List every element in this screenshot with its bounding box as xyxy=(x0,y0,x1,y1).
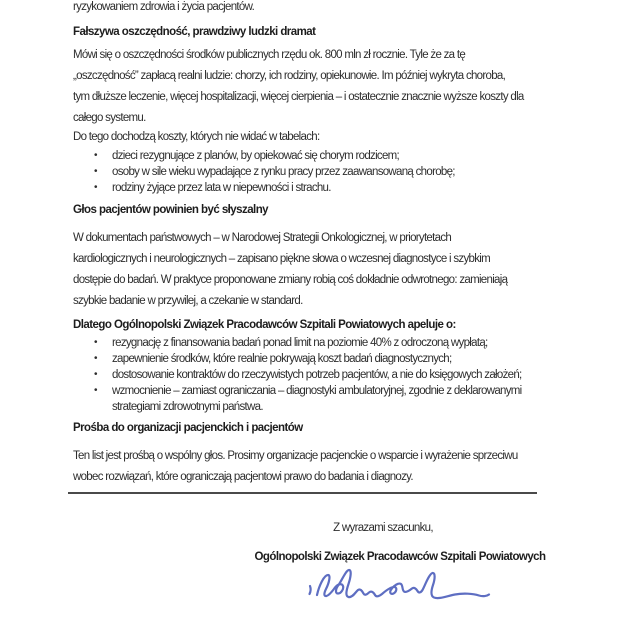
carryover-paragraph-fragment: ryzykowaniem zdrowia i życia pacjentów. xyxy=(73,1,255,13)
signature-tick-stroke xyxy=(310,586,311,594)
paragraph-line: całego systemu. xyxy=(73,112,146,124)
list-item xyxy=(73,148,640,164)
list-item-text xyxy=(112,148,399,164)
bullet-line: zapewnienie środków, które realnie pokrywają koszt badań diagnostycznych; xyxy=(112,353,452,365)
salutation: Z wyrazami szacunku, xyxy=(333,522,433,534)
paragraph-line: Ten list jest prośbą o wspólny głos. Prosimy organizacje pacjenckie o wsparcie i wyrażenie sprzeciwu xyxy=(73,450,518,462)
paragraph-line: kardiologicznych i neurologicznych – zapisano piękne słowa o wczesnej diagnostyce i szybkim xyxy=(73,253,490,265)
appeal-list xyxy=(73,335,640,415)
signature-divider xyxy=(68,492,537,494)
bullet-icon: • xyxy=(94,369,98,380)
heading-false-savings: Fałszywa oszczędność, prawdziwy ludzki dramat xyxy=(73,26,316,38)
list-item xyxy=(73,351,640,367)
paragraph-patient-voice xyxy=(73,228,640,312)
signature-stroke xyxy=(317,570,489,598)
list-item-text xyxy=(112,335,488,351)
hidden-costs-list xyxy=(73,148,640,196)
list-item-text xyxy=(112,383,522,415)
bullet-line: osoby w sile wieku wypadające z rynku pracy przez zaawansowaną chorobę; xyxy=(112,166,455,178)
list-item xyxy=(73,335,640,351)
paragraph-line: W dokumentach państwowych – w Narodowej Strategii Onkologicznej, w priorytetach xyxy=(73,232,452,244)
signer-organization: Ogólnopolski Związek Pracodawców Szpitali Powiatowych xyxy=(254,551,546,563)
list-item-text xyxy=(112,351,451,367)
bullet-line: strategiami zdrowotnymi państwa. xyxy=(112,401,263,413)
heading-patient-voice: Głos pacjentów powinien być słyszalny xyxy=(73,204,269,216)
closing-block xyxy=(160,521,640,602)
list-item-text xyxy=(112,164,455,180)
hidden-costs-intro: Do tego dochodzą koszty, których nie widać w tabelach: xyxy=(73,131,320,143)
list-item xyxy=(73,367,640,383)
paragraph-line: dostępie do badań. W praktyce proponowane zmiany robią coś dokładnie odwrotnego: zamieniają xyxy=(73,274,508,286)
bullet-line: dzieci rezygnujące z planów, by opiekować się chorym rodzicem; xyxy=(112,150,400,162)
paragraph-line: Mówi się o oszczędności środków publicznych rzędu ok. 800 mln zł rocznie. Tyle że za tę xyxy=(73,49,466,61)
list-item xyxy=(73,164,640,180)
bullet-icon: • xyxy=(94,337,98,348)
paragraph-false-savings xyxy=(73,45,640,129)
bullet-icon: • xyxy=(94,182,98,193)
bullet-line: rodziny żyjące przez lata w niepewności i strachu. xyxy=(112,182,331,194)
paragraph-request xyxy=(73,446,640,488)
list-item xyxy=(73,180,640,196)
bullet-icon: • xyxy=(94,166,98,177)
paragraph-line: wobec rozwiązań, które ograniczają pacjentowi prawo do badania i diagnozy. xyxy=(73,471,413,483)
bullet-icon: • xyxy=(94,150,98,161)
bullet-icon: • xyxy=(94,353,98,364)
paragraph-line: szybkie badanie w przywilej, a czekanie w standard. xyxy=(73,295,303,307)
handwritten-signature xyxy=(303,566,513,602)
list-item xyxy=(73,383,640,415)
list-item-text xyxy=(112,367,522,383)
paragraph-line: tym dłuższe leczenie, więcej hospitalizacji, więcej cierpienia – i ostatecznie znacznie wyższe koszty dla xyxy=(73,91,524,103)
bullet-line: rezygnację z finansowania badań ponad limit na poziomie 40% z odroczoną wypłatą; xyxy=(112,337,488,349)
bullet-line: dostosowanie kontraktów do rzeczywistych potrzeb pacjentów, a nie do księgowych założeń; xyxy=(112,369,522,381)
list-item-text xyxy=(112,180,331,196)
bullet-line: wzmocnienie – zamiast ograniczania – diagnostyki ambulatoryjnej, zgodnie z deklarowanymi xyxy=(112,385,522,397)
bullet-icon: • xyxy=(94,385,98,396)
heading-appeal: Dlatego Ogólnopolski Związek Pracodawców Szpitali Powiatowych apeluje o: xyxy=(73,319,456,331)
heading-request: Prośba do organizacji pacjenckich i pacjentów xyxy=(73,422,303,434)
paragraph-line: „oszczędność” zapłacą realni ludzie: chorzy, ich rodziny, opiekunowie. Im później wykryta choroba, xyxy=(73,70,506,82)
